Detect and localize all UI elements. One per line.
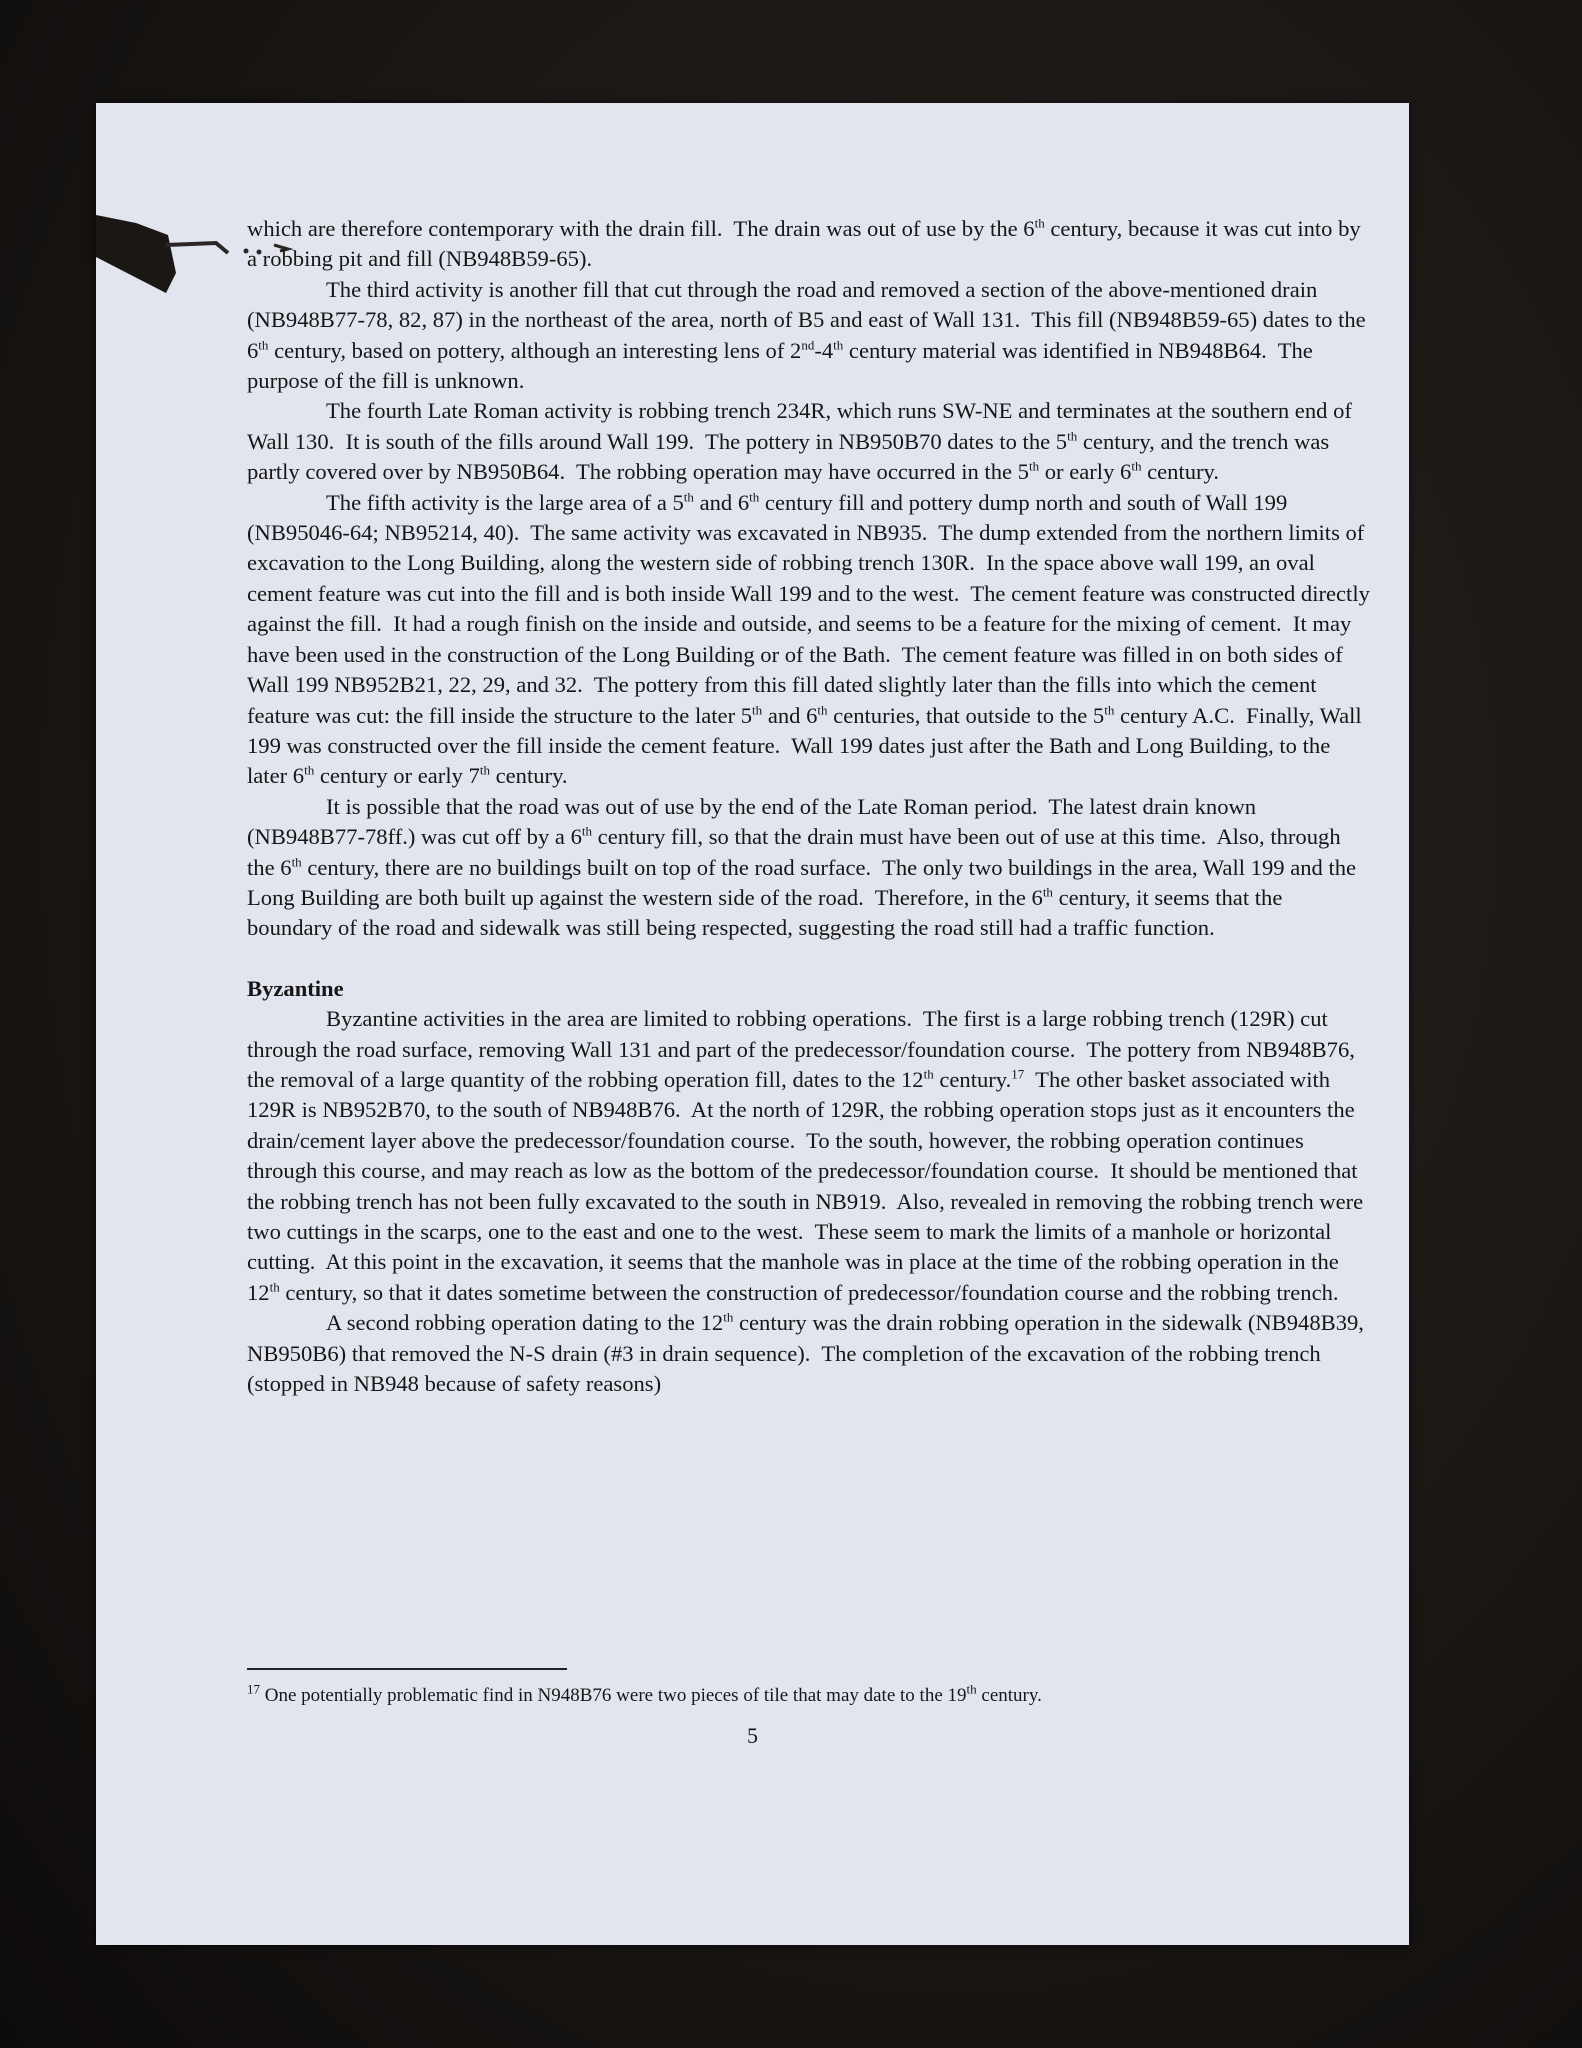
paragraph-drain-fill: which are therefore contemporary with the drain fill. The drain was out of use by the 6th century, because it was cut into by a robbing pit and fill (NB948B59-65). xyxy=(247,215,1361,272)
section-heading: Byzantine xyxy=(247,975,344,1001)
text-fragment: which are therefore contemporary with the drain fill. The drain was out of use by the 6 xyxy=(247,216,1035,241)
footnote-divider xyxy=(247,1668,567,1670)
paragraph-road-use: It is possible that the road was out of use by the end of the Late Roman period. The latest drain known (NB948B77-78ff.) was cut off by a 6th century fill, so that the drain must have been out of use at this time. Also, through the 6th century, there are no buildings built on top of the road surface. The only two buildings in the area, Wall 199 and the Long Building are both built up against the western side of the road. Therefore, in the 6th century, it seems that the boundary of the road and sidewalk was still being respected, suggesting the road still had a traffic function. xyxy=(247,793,1357,941)
footnote: $^{17}$ One potentially problematic find in N948B76 were two pieces of tile that may date to the 19th century. xyxy=(247,1681,1042,1706)
page-number: 5 xyxy=(747,1723,758,1748)
body-text xyxy=(247,214,1372,1399)
paragraph-byzantine-robbing: Byzantine activities in the area are limited to robbing operations. The first is a large robbing trench (129R) cut through the road surface, removing Wall 131 and part of the predecessor/foundation course. The pottery from NB948B76, the removal of a large quantity of the robbing operation fill, dates to the 12th century.$^{17}$ The other basket associated with 129R is NB952B70, to the south of NB948B76. At the north of 129R, the robbing operation stops just as it encounters the drain/cement layer above the predecessor/foundation course. To the south, however, the robbing operation continues through this course, and may reach as low as the bottom of the predecessor/foundation course. It should be mentioned that the robbing trench has not been fully excavated to the south in NB919. Also, revealed in removing the robbing trench were two cuttings in the scarps, one to the east and one to the west. These seem to mark the limits of a manhole or horizontal cutting. At this point in the excavation, it seems that the manhole was in place at the time of the robbing operation in the 12th century, so that it dates sometime between the construction of predecessor/foundation course and the robbing trench. xyxy=(247,1006,1364,1305)
paragraph-fifth-activity: The fifth activity is the large area of a 5th and 6th century fill and pottery dump north and south of Wall 199 (NB95046-64; NB95214, 40). The same activity was excavated in NB935. The dump extended from the northern limits of excavation to the Long Building, along the western side of robbing trench 130R. In the space above wall 199, an oval cement feature was cut into the fill and is both inside Wall 199 and to the west. The cement feature was constructed directly against the fill. It had a rough finish on the inside and outside, and seems to be a feature for the mixing of cement. It may have been used in the construction of the Long Building or of the Bath. The cement feature was filled in on both sides of Wall 199 NB952B21, 22, 29, and 32. The pottery from this fill dated slightly later than the fills into which the cement feature was cut: the fill inside the structure to the later 5th and 6th centuries, that outside to the 5th century A.C. Finally, Wall 199 was constructed over the fill inside the cement feature. Wall 199 dates just after the Bath and Long Building, to the later 6th century or early 7th century. xyxy=(247,489,1370,789)
paragraph-fourth-activity: The fourth Late Roman activity is robbing trench 234R, which runs SW-NE and terminates at the southern end of Wall 130. It is south of the fills around Wall 199. The pottery in NB950B70 dates to the 5th century, and the trench was partly covered over by NB950B64. The robbing operation may have occurred in the 5th or early 6th century. xyxy=(247,398,1352,485)
document-page xyxy=(96,103,1409,1945)
paragraph-second-robbing: A second robbing operation dating to the 12th century was the drain robbing operation in the sidewalk (NB948B39, NB950B6) that removed the N-S drain (#3 in drain sequence). The completion of the excavation of the robbing trench (stopped in NB948 because of safety reasons) xyxy=(247,1309,1364,1397)
paragraph-third-activity: The third activity is another fill that cut through the road and removed a section of the above-mentioned drain (NB948B77-78, 82, 87) in the northeast of the area, north of B5 and east of Wall 131. This fill (NB948B59-65) dates to the 6th century, based on pottery, although an interesting lens of 2nd-4th century material was identified in NB948B64. The purpose of the fill is unknown. xyxy=(247,276,1366,394)
